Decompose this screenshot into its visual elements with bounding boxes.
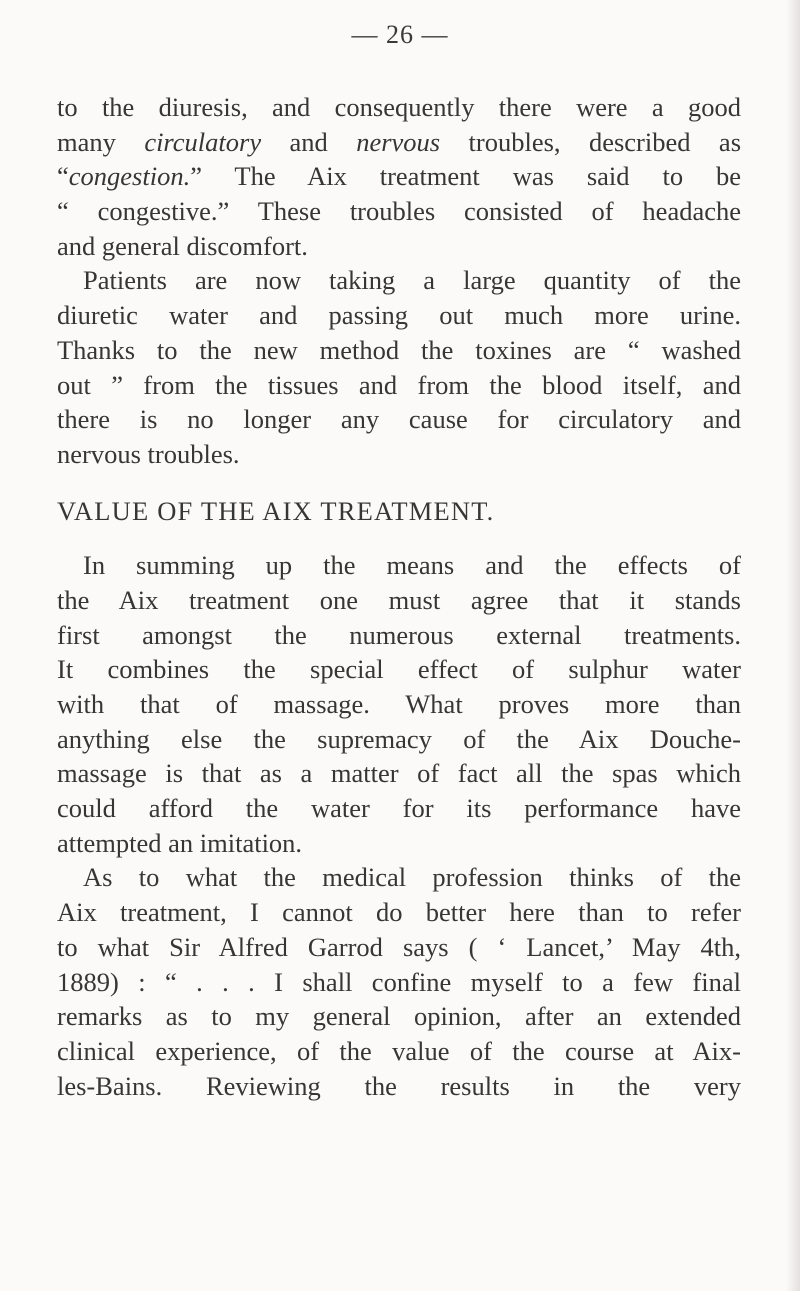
text-line: the Aix treatment one must agree that it stands xyxy=(57,584,741,615)
page-body-text xyxy=(57,90,741,1103)
text-line: there is no longer any cause for circulatory and xyxy=(57,404,741,435)
section-heading: VALUE OF THE AIX TREATMENT. xyxy=(57,495,495,526)
text-line: massage is that as a matter of fact all the spas which xyxy=(57,758,741,789)
text-line: nervous troubles. xyxy=(57,438,240,469)
text-line: to the diuresis, and consequently there were a good xyxy=(57,92,741,122)
paragraph-medical-profession xyxy=(57,860,741,1103)
text-line: out ” from the tissues and from the blood itself, and xyxy=(57,369,741,400)
italic-term-circulatory: circulatory xyxy=(144,126,262,157)
text-line: It combines the special effect of sulphur water xyxy=(57,654,741,685)
text-line: Patients are now taking a large quantity of the xyxy=(83,265,741,296)
text-line: first amongst the numerous external treatments. xyxy=(57,619,741,650)
italic-term-congestion: congestion. xyxy=(68,161,191,192)
text-line: diuretic water and passing out much more urine. xyxy=(57,300,741,331)
text-line: attempted an imitation. xyxy=(57,827,303,858)
page-number: — 26 — xyxy=(351,20,449,49)
text-line: Thanks to the new method the toxines are “ washed xyxy=(57,334,741,365)
text-line: anything else the supremacy of the Aix Douche- xyxy=(57,723,741,754)
text-line: to what Sir Alfred Garrod says ( ‘ Lancet,’ May 4th, xyxy=(57,931,741,962)
text-line: As to what the medical profession thinks of the xyxy=(83,862,741,893)
italic-term-nervous: nervous xyxy=(356,126,441,157)
text-line: could afford the water for its performance have xyxy=(57,793,741,824)
paragraph-patients xyxy=(57,263,741,471)
text-line: clinical experience, of the value of the course at Aix- xyxy=(57,1035,741,1066)
paragraph-continuation xyxy=(57,90,741,263)
text-line: and general discomfort. xyxy=(57,230,308,261)
text-line: remarks as to my general opinion, after an extended xyxy=(57,1001,741,1032)
text-line: In summing up the means and the effects of xyxy=(83,550,741,581)
text-line: 1889) : “ . . . I shall confine myself to a few final xyxy=(57,966,741,997)
text-line: “congestion.” The Aix treatment was said to be xyxy=(57,161,741,192)
text-line: with that of massage. What proves more than xyxy=(57,689,741,719)
text-line: many circulatory and nervous troubles, described as xyxy=(57,126,742,157)
text-line: Aix treatment, I cannot do better here than to refer xyxy=(57,897,741,928)
paragraph-summing-up xyxy=(57,548,741,860)
page-edge-shadow xyxy=(786,0,800,1291)
text-line: “ congestive.” These troubles consisted of headache xyxy=(57,196,741,227)
text-line: les-Bains. Reviewing the results in the very xyxy=(57,1070,741,1101)
